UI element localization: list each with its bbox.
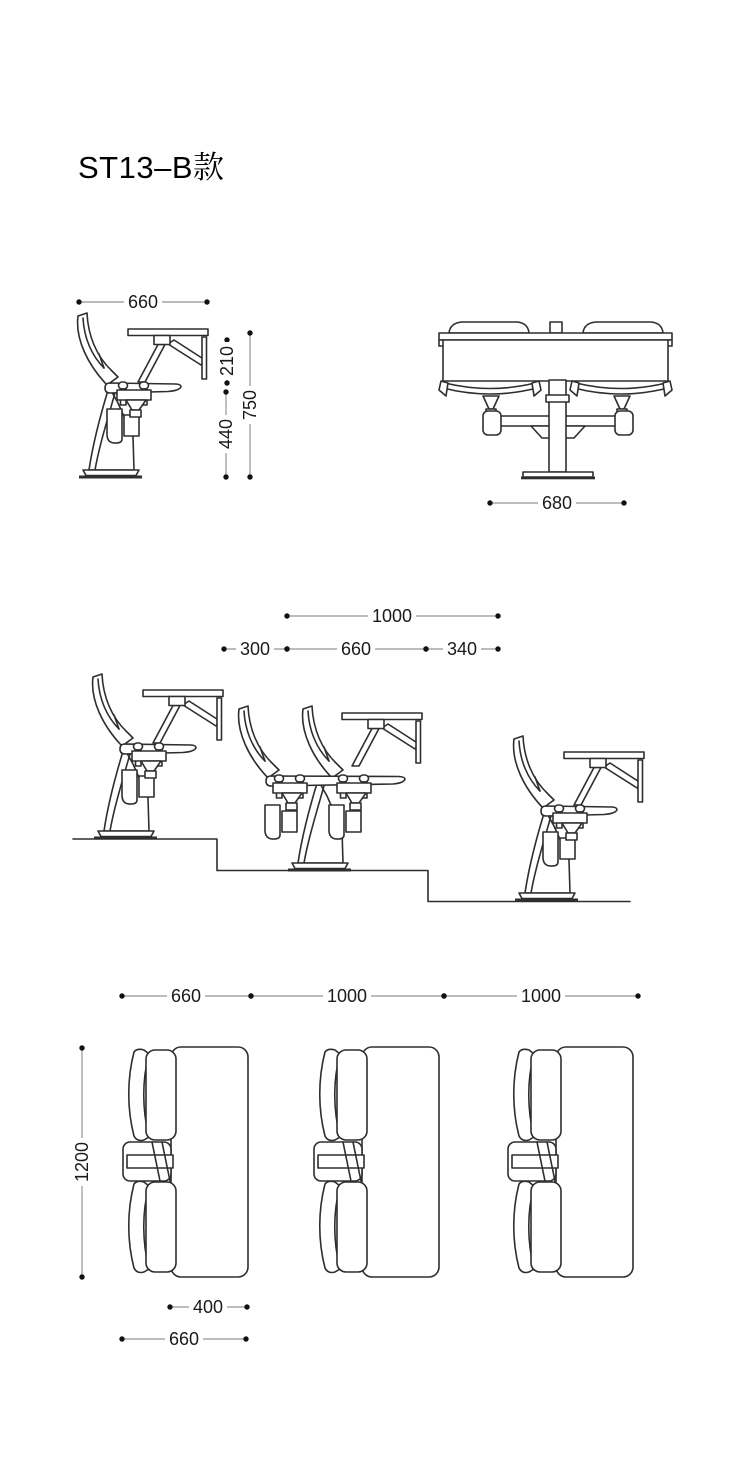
dim-label: 750: [240, 389, 260, 421]
dim-label: 660: [170, 986, 202, 1006]
dim-label: 1000: [371, 606, 413, 626]
dim-row-unit: [284, 639, 428, 659]
side-elevation-view: [76, 292, 260, 480]
dim-plan-pitch-a: [248, 986, 446, 1006]
desk-slab: [439, 333, 672, 340]
dim-label: 660: [340, 639, 372, 659]
dim-plan-depth: [72, 1045, 92, 1279]
row-chair-upper: [93, 674, 223, 840]
dim-plan-total: [119, 1329, 248, 1349]
dim-plan-table: [167, 1297, 249, 1317]
dim-label: 660: [127, 292, 159, 312]
row-chair-middle: [239, 706, 422, 872]
dim-side-total: [240, 330, 260, 479]
dim-label: 300: [239, 639, 271, 659]
leg-bracket: [615, 411, 633, 435]
column-collar: [546, 395, 569, 402]
plan-unit-2: [314, 1047, 439, 1277]
base-plate: [523, 472, 593, 477]
seat-cushion: [449, 322, 529, 333]
backrest-band: [443, 340, 668, 381]
column-top-tab: [550, 322, 562, 333]
dim-plan-pitch-b: [441, 986, 640, 1006]
dim-row-back: [221, 639, 289, 659]
dim-side-upper: [217, 337, 237, 385]
dim-label: 210: [217, 345, 237, 377]
dim-label: 660: [168, 1329, 200, 1349]
dim-label: 440: [216, 418, 236, 450]
dim-label: 680: [541, 493, 573, 513]
tiered-row-view: [73, 606, 644, 902]
plan-unit-3: [508, 1047, 633, 1277]
drawing-title: ST13–B款: [78, 150, 225, 185]
plan-view: [72, 986, 641, 1349]
dim-label: 1000: [326, 986, 368, 1006]
dim-row-pitch: [284, 606, 500, 626]
leg-bracket: [483, 411, 501, 435]
front-elevation-view: [439, 322, 672, 513]
chair-side-instance: [78, 313, 208, 479]
dim-label: 400: [192, 1297, 224, 1317]
dim-label: 340: [446, 639, 478, 659]
center-column: [549, 380, 566, 472]
dim-label: 1000: [520, 986, 562, 1006]
dim-label: 1200: [72, 1141, 92, 1183]
seat-cushion: [583, 322, 663, 333]
dim-plan-unit: [119, 986, 253, 1006]
dim-side-width: [76, 292, 209, 312]
row-chair-lower: [514, 736, 644, 902]
dim-row-front: [423, 639, 500, 659]
dim-side-lower: [216, 389, 236, 479]
plan-unit-1: [123, 1047, 248, 1277]
dim-front-base: [487, 493, 626, 513]
